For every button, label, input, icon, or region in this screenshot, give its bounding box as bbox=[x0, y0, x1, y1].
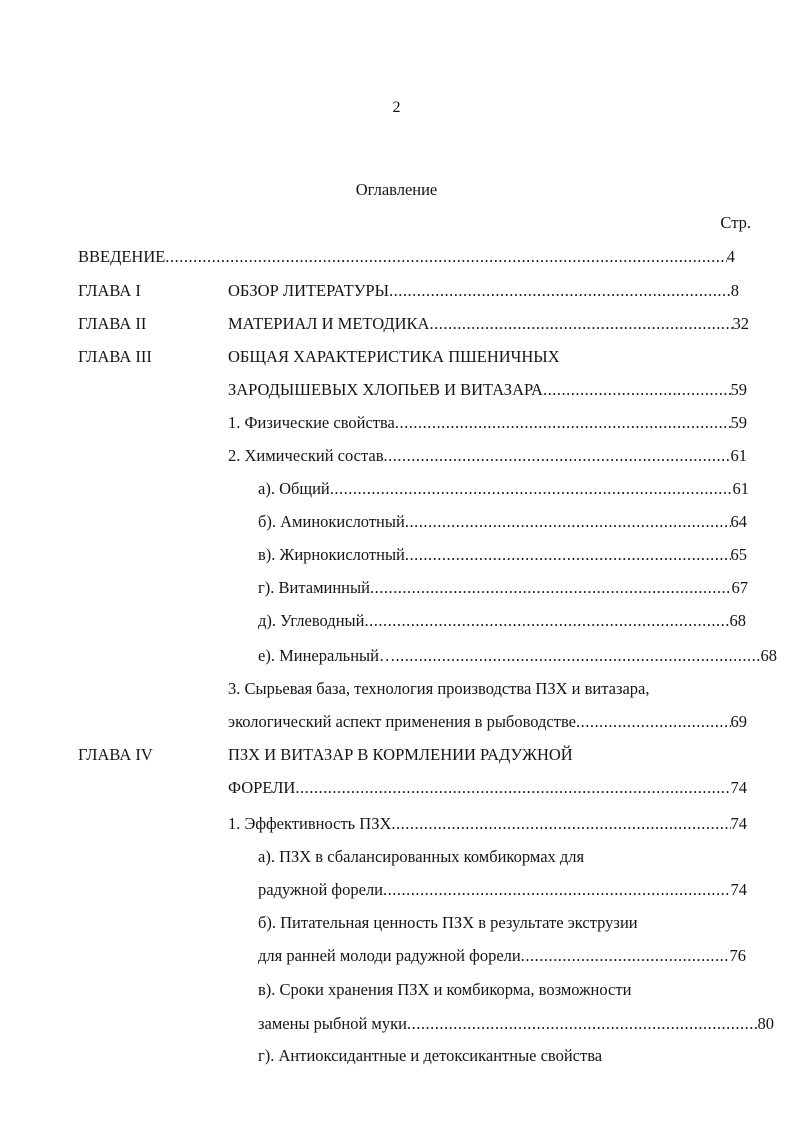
toc-entry-4-1-c-cont bbox=[0, 1012, 793, 1036]
entry-title-line-1: а). ПЗХ в сбалансированных комбикормах для bbox=[258, 847, 585, 866]
page-column-label: Стр. bbox=[720, 213, 751, 232]
entry-title-line-2: экологический аспект применения в рыбоводстве bbox=[228, 712, 576, 731]
chapter-label: ГЛАВА I bbox=[78, 281, 141, 300]
entry-page: 74 bbox=[730, 814, 747, 833]
toc-entry-3-2-e bbox=[0, 609, 793, 633]
leader-dots bbox=[330, 477, 733, 501]
toc-title: Оглавление bbox=[355, 180, 438, 199]
entry-title: в). Жирнокислотный bbox=[258, 545, 405, 564]
entry-page: 74 bbox=[730, 880, 747, 899]
toc-entry-3-2 bbox=[0, 444, 793, 468]
toc-entry-3-2-a bbox=[0, 477, 793, 501]
entry-page: 69 bbox=[730, 712, 747, 731]
toc-entry-3-2-c bbox=[0, 543, 793, 567]
toc-entry-4-1-d bbox=[0, 1044, 793, 1068]
leader-dots bbox=[364, 609, 729, 633]
leader-dots bbox=[391, 812, 730, 836]
toc-entry-4-1-a bbox=[0, 845, 793, 869]
leader-dots bbox=[395, 411, 731, 435]
entry-title-line-2: замены рыбной муки bbox=[258, 1014, 407, 1033]
toc-entry-3-2-b bbox=[0, 510, 793, 534]
entry-page: 64 bbox=[730, 512, 747, 531]
entry-page: 76 bbox=[729, 946, 746, 965]
toc-entry-3-3-cont bbox=[0, 710, 793, 734]
entry-title: а). Общий bbox=[258, 479, 330, 498]
leader-dots bbox=[384, 444, 731, 468]
entry-page: 4 bbox=[726, 247, 735, 266]
entry-title-line-1: б). Питательная ценность ПЗХ в результате экструзии bbox=[258, 913, 638, 932]
entry-page: 8 bbox=[730, 281, 739, 300]
entry-page: 65 bbox=[730, 545, 747, 564]
entry-title: 2. Химический состав bbox=[228, 446, 384, 465]
leader-dots bbox=[370, 576, 732, 600]
toc-entry-4-1-c bbox=[0, 978, 793, 1002]
toc-entry-3-3 bbox=[0, 677, 793, 701]
leader-dots bbox=[295, 776, 730, 800]
entry-page: 59 bbox=[730, 413, 747, 432]
toc-entry-4-1-b bbox=[0, 911, 793, 935]
toc-entry-chapter-4-cont bbox=[0, 776, 793, 800]
entry-page: 59 bbox=[730, 380, 747, 399]
chapter-label: ГЛАВА III bbox=[78, 347, 152, 366]
toc-entry-chapter-3-cont bbox=[0, 378, 793, 402]
entry-title-line-1: г). Антиоксидантные и детоксикантные свойства bbox=[258, 1046, 603, 1065]
entry-page: 67 bbox=[731, 578, 748, 597]
toc-entry-4-1 bbox=[0, 812, 793, 836]
toc-entry-chapter-3 bbox=[0, 345, 793, 369]
entry-title-line-1: 3. Сырьевая база, технология производства ПЗХ и витазара, bbox=[228, 679, 650, 698]
leader-dots bbox=[405, 510, 731, 534]
toc-entry-4-1-b-cont bbox=[0, 944, 793, 968]
entry-title-line-1: в). Сроки хранения ПЗХ и комбикорма, возможности bbox=[258, 980, 632, 999]
leader-dots bbox=[405, 543, 731, 567]
leader-dots bbox=[383, 878, 730, 902]
leader-dots bbox=[576, 710, 731, 734]
entry-title-line-1: ПЗХ И ВИТАЗАР В КОРМЛЕНИИ РАДУЖНОЙ bbox=[228, 745, 573, 764]
entry-title: д). Углеводный bbox=[258, 611, 365, 630]
chapter-label: ГЛАВА IV bbox=[78, 745, 153, 764]
toc-entry-chapter-1 bbox=[0, 279, 793, 303]
entry-title: б). Аминокислотный bbox=[258, 512, 405, 531]
leader-dots bbox=[521, 944, 730, 968]
entry-page: 61 bbox=[732, 479, 749, 498]
entry-title: ВВЕДЕНИЕ bbox=[78, 247, 166, 266]
toc-entry-3-2-d bbox=[0, 576, 793, 600]
entry-title-line-2: ФОРЕЛИ bbox=[228, 778, 296, 797]
chapter-label: ГЛАВА II bbox=[78, 314, 147, 333]
leader-dots bbox=[395, 644, 760, 668]
entry-title-line-2: радужной форели bbox=[258, 880, 384, 899]
entry-title: г). Витаминный bbox=[258, 578, 370, 597]
page-number: 2 bbox=[392, 99, 401, 116]
entry-title: е). Минеральный… bbox=[258, 646, 396, 665]
entry-title: МАТЕРИАЛ И МЕТОДИКА bbox=[228, 314, 430, 333]
toc-entry-chapter-2 bbox=[0, 312, 793, 336]
toc-entry-intro bbox=[0, 245, 793, 269]
entry-title-line-2: для ранней молоди радужной форели bbox=[258, 946, 521, 965]
entry-page: 61 bbox=[730, 446, 747, 465]
entry-title: ОБЗОР ЛИТЕРАТУРЫ bbox=[228, 281, 389, 300]
entry-title-line-1: ОБЩАЯ ХАРАКТЕРИСТИКА ПШЕНИЧНЫХ bbox=[228, 347, 560, 366]
leader-dots bbox=[429, 312, 732, 336]
entry-page: 68 bbox=[729, 611, 746, 630]
entry-title: 1. Эффективность ПЗХ bbox=[228, 814, 392, 833]
entry-title-line-2: ЗАРОДЫШЕВЫХ ХЛОПЬЕВ И ВИТАЗАРА bbox=[228, 380, 543, 399]
entry-page: 68 bbox=[760, 646, 777, 665]
leader-dots bbox=[165, 245, 726, 269]
entry-page: 80 bbox=[757, 1014, 774, 1033]
leader-dots bbox=[543, 378, 731, 402]
toc-entry-3-1 bbox=[0, 411, 793, 435]
leader-dots bbox=[389, 279, 731, 303]
leader-dots bbox=[407, 1012, 758, 1036]
toc-entry-3-2-f bbox=[0, 644, 793, 668]
entry-page: 32 bbox=[732, 314, 749, 333]
entry-title: 1. Физические свойства bbox=[228, 413, 395, 432]
entry-page: 74 bbox=[730, 778, 747, 797]
toc-entry-chapter-4 bbox=[0, 743, 793, 767]
toc-entry-4-1-a-cont bbox=[0, 878, 793, 902]
